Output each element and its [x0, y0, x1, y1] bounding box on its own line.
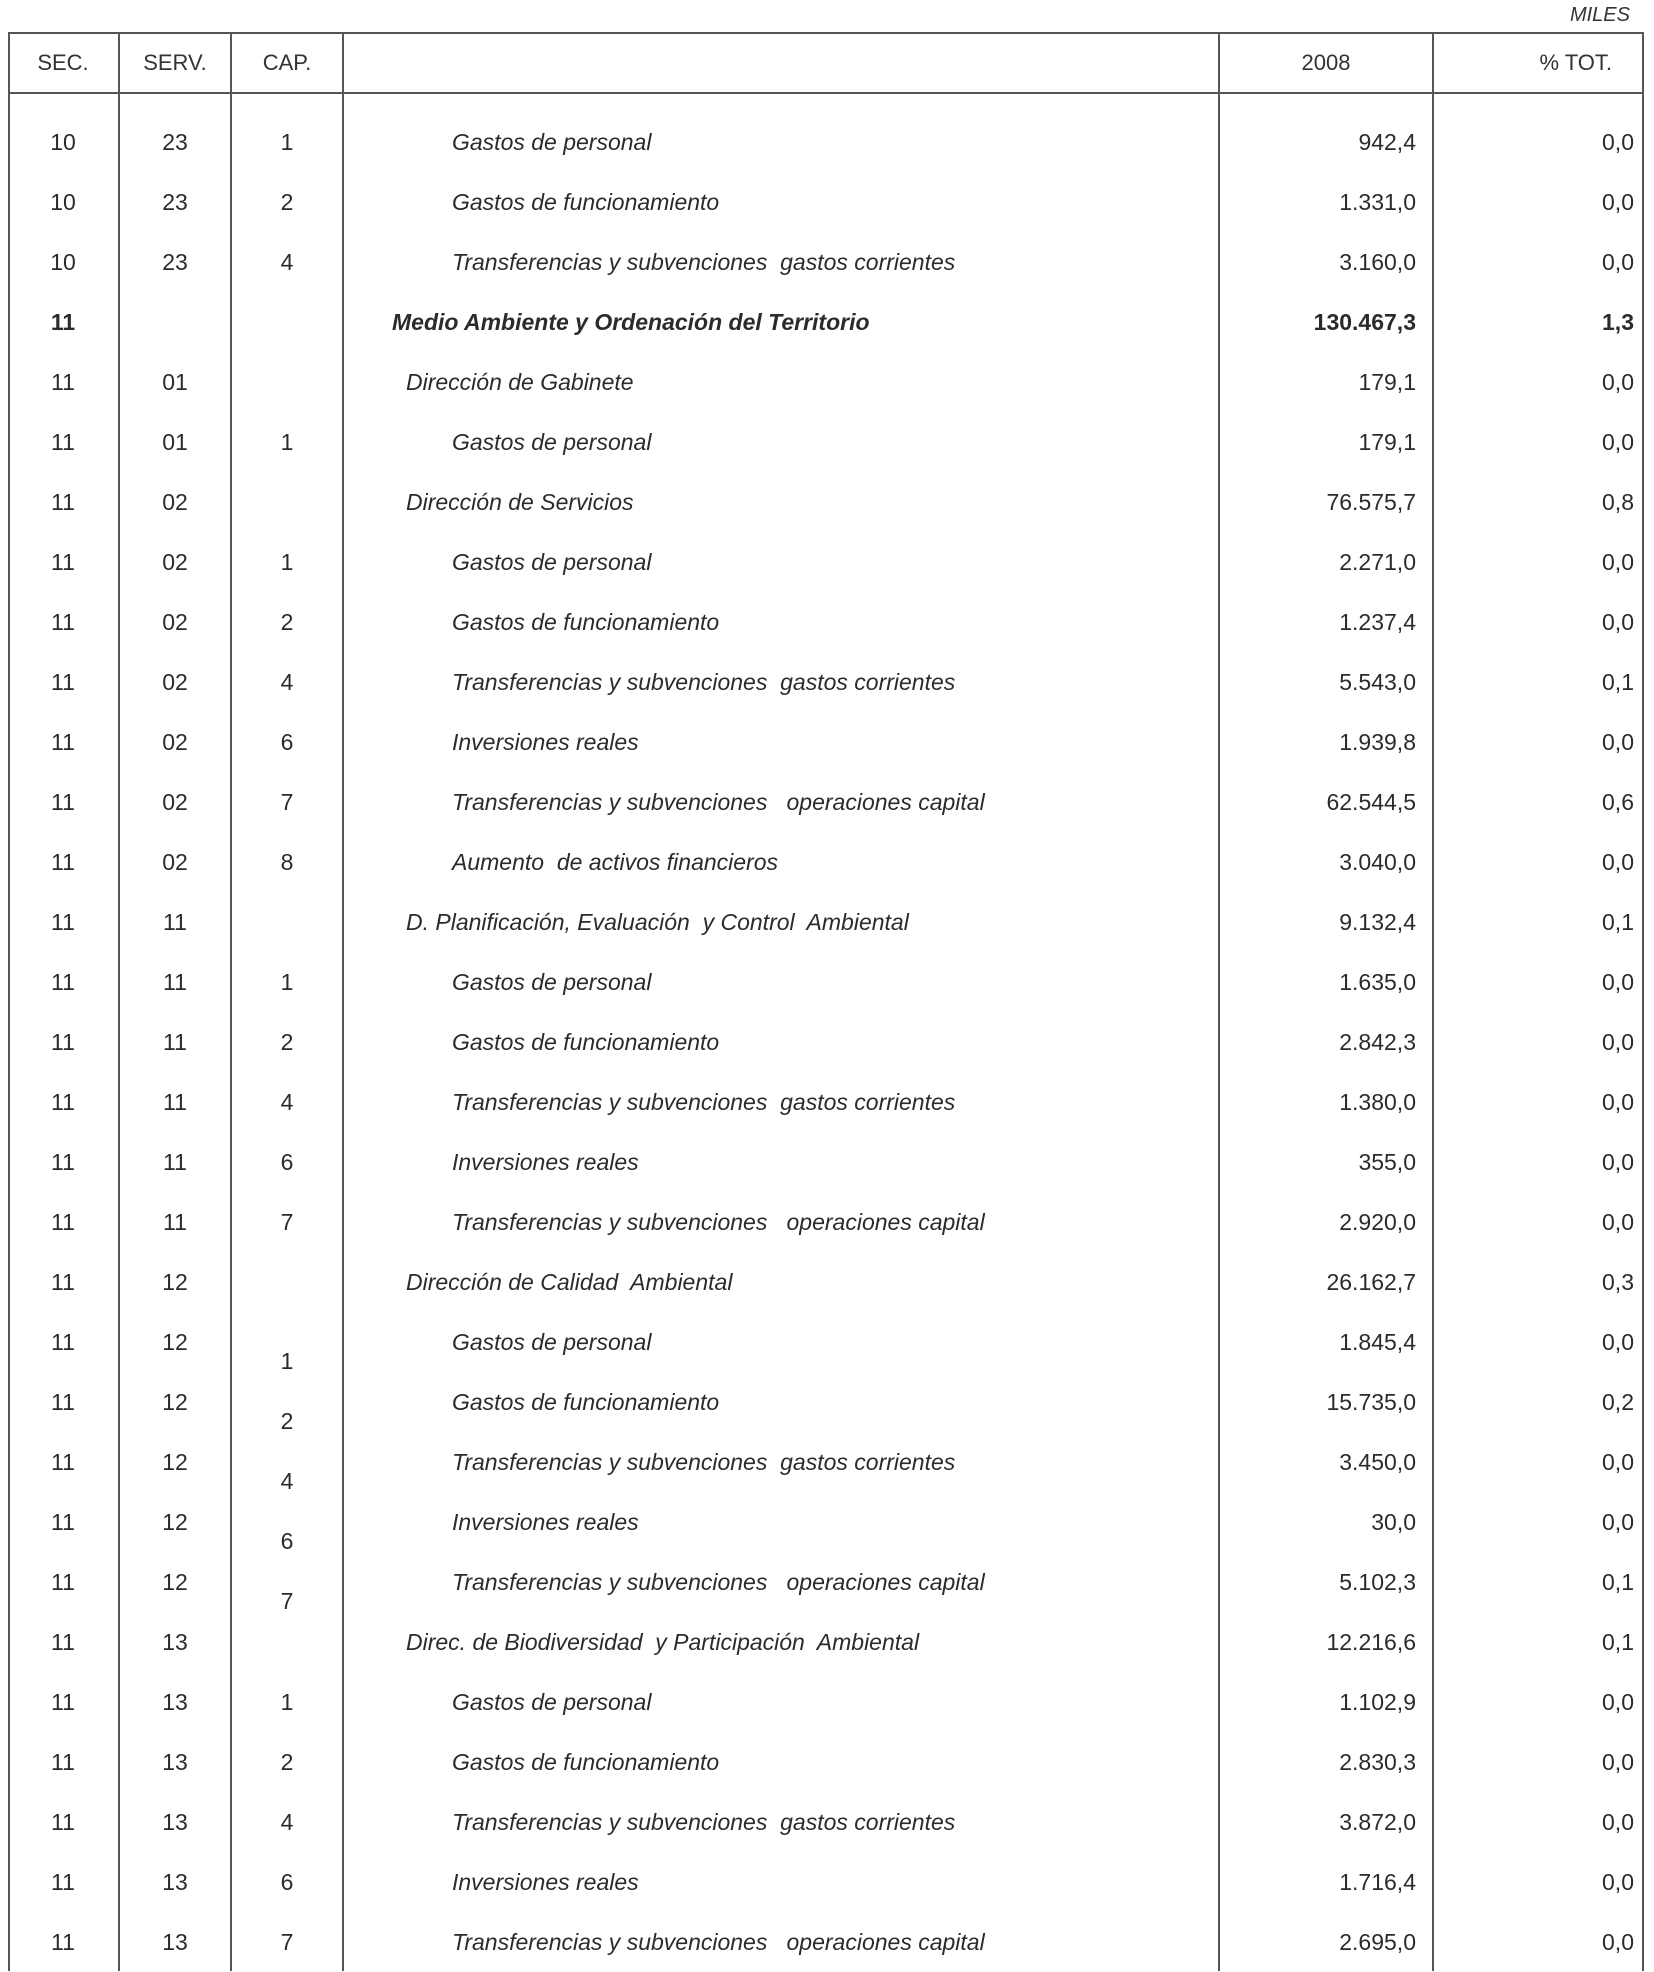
serv-cell: 02 [162, 668, 188, 695]
sec-cell: 11 [51, 1028, 75, 1055]
table-row [8, 1012, 1644, 1072]
description-cell: Inversiones reales [452, 1148, 639, 1175]
header-description [344, 32, 1218, 94]
serv-cell: 12 [162, 1388, 188, 1415]
serv-cell: 12 [162, 1508, 188, 1535]
description-cell: Transferencias y subvenciones operaciones capital [452, 1208, 985, 1235]
amount-cell: 1.380,0 [1339, 1088, 1416, 1115]
sec-cell: 11 [51, 1808, 75, 1835]
table-row [8, 952, 1644, 1012]
cap-cell [232, 1612, 342, 1672]
percent-cell: 0,2 [1602, 1388, 1634, 1415]
serv-cell: 11 [163, 1208, 187, 1235]
sec-cell: 11 [51, 848, 75, 875]
serv-cell: 02 [162, 608, 188, 635]
table-row [8, 1252, 1644, 1312]
description-cell: Gastos de funcionamiento [452, 188, 720, 215]
description-cell: Inversiones reales [452, 1868, 639, 1895]
serv-cell: 13 [162, 1688, 188, 1715]
amount-cell: 1.939,8 [1339, 728, 1416, 755]
description-cell: Transferencias y subvenciones operaciones capital [452, 1568, 985, 1595]
percent-cell: 0,1 [1602, 908, 1634, 935]
table-row [8, 592, 1644, 652]
header-cap: CAP. [262, 50, 312, 75]
sec-cell: 11 [51, 1148, 75, 1175]
description-cell: Gastos de funcionamiento [452, 1028, 720, 1055]
header-sec: SEC. [37, 50, 89, 75]
table-row [8, 1072, 1644, 1132]
percent-cell: 0,0 [1602, 1208, 1634, 1235]
description-cell: Direc. de Biodiversidad y Participación Ambiental [406, 1628, 920, 1655]
amount-cell: 2.271,0 [1339, 548, 1416, 575]
percent-cell: 0,1 [1602, 1568, 1634, 1595]
budget-table [8, 32, 1648, 1971]
cap-cell: 7 [280, 1208, 294, 1235]
cap-cell: 6 [280, 1868, 294, 1895]
table-row [8, 232, 1644, 292]
amount-cell: 355,0 [1358, 1148, 1416, 1175]
percent-cell: 0,0 [1602, 728, 1634, 755]
serv-cell: 02 [162, 488, 188, 515]
description-cell: Transferencias y subvenciones operaciones capital [452, 788, 985, 815]
percent-cell: 0,0 [1602, 428, 1634, 455]
amount-cell: 3.872,0 [1339, 1808, 1416, 1835]
percent-cell: 0,0 [1602, 128, 1634, 155]
sec-cell: 11 [51, 908, 75, 935]
cap-cell: 2 [280, 188, 294, 215]
table-row [8, 1792, 1644, 1852]
amount-cell: 1.331,0 [1339, 188, 1416, 215]
amount-cell: 5.102,3 [1339, 1568, 1416, 1595]
cap-cell: 4 [280, 248, 294, 275]
header-serv: SERV. [143, 50, 207, 75]
sec-cell: 11 [51, 368, 75, 395]
serv-cell: 12 [162, 1328, 188, 1355]
description-cell: Transferencias y subvenciones gastos corrientes [452, 1088, 956, 1115]
serv-cell: 23 [162, 128, 188, 155]
serv-cell: 11 [163, 1028, 187, 1055]
serv-cell: 13 [162, 1748, 188, 1775]
sec-cell: 10 [50, 188, 76, 215]
table-row [8, 1612, 1644, 1672]
table-row [8, 172, 1644, 232]
table-row [8, 112, 1644, 172]
serv-cell: 23 [162, 248, 188, 275]
serv-cell: 01 [162, 428, 188, 455]
percent-cell: 0,0 [1602, 1508, 1634, 1535]
description-cell: Gastos de personal [452, 1328, 652, 1355]
cap-cell-offset: 4 [280, 1468, 294, 1494]
table-row [8, 1132, 1644, 1192]
percent-cell: 0,0 [1602, 188, 1634, 215]
cap-cell: 6 [280, 728, 294, 755]
sec-cell: 11 [51, 488, 75, 515]
cap-cell: 4 [280, 1088, 294, 1115]
cap-cell-offset: 7 [280, 1588, 294, 1614]
table-row [8, 472, 1644, 532]
serv-cell: 11 [163, 968, 187, 995]
amount-cell: 1.716,4 [1339, 1868, 1416, 1895]
sec-cell: 11 [51, 1088, 75, 1115]
amount-cell: 942,4 [1358, 128, 1416, 155]
cap-cell: 8 [280, 848, 294, 875]
cap-cell [232, 352, 342, 412]
description-cell: Gastos de funcionamiento [452, 1748, 720, 1775]
percent-cell: 0,6 [1602, 788, 1634, 815]
percent-cell: 0,0 [1602, 1328, 1634, 1355]
amount-cell: 1.102,9 [1339, 1688, 1416, 1715]
cap-cell [232, 472, 342, 532]
serv-cell: 12 [162, 1568, 188, 1595]
serv-cell: 13 [162, 1868, 188, 1895]
sec-cell: 11 [51, 788, 75, 815]
serv-cell: 02 [162, 548, 188, 575]
table-row [8, 772, 1644, 832]
amount-cell: 1.635,0 [1339, 968, 1416, 995]
table-row [8, 832, 1644, 892]
serv-cell: 23 [162, 188, 188, 215]
table-row [8, 1192, 1644, 1252]
sec-cell: 11 [51, 1328, 75, 1355]
cap-cell: 2 [280, 1028, 294, 1055]
serv-cell: 02 [162, 728, 188, 755]
percent-cell: 0,0 [1602, 368, 1634, 395]
sec-cell: 10 [50, 128, 76, 155]
table-row [8, 892, 1644, 952]
description-cell: Transferencias y subvenciones gastos corrientes [452, 1448, 956, 1475]
percent-cell: 0,0 [1602, 248, 1634, 275]
sec-cell: 11 [51, 1208, 75, 1235]
serv-cell: 12 [162, 1448, 188, 1475]
serv-cell: 02 [162, 788, 188, 815]
sec-cell: 11 [51, 1928, 75, 1955]
percent-cell: 0,0 [1602, 1808, 1634, 1835]
table-row [8, 412, 1644, 472]
percent-cell: 0,1 [1602, 668, 1634, 695]
table-row [8, 1852, 1644, 1912]
sec-cell: 11 [51, 548, 75, 575]
description-cell: Transferencias y subvenciones gastos corrientes [452, 1808, 956, 1835]
amount-cell: 5.543,0 [1339, 668, 1416, 695]
sec-cell: 11 [51, 1568, 75, 1595]
sec-cell: 11 [51, 1508, 75, 1535]
amount-cell: 1.237,4 [1339, 608, 1416, 635]
sec-cell: 11 [51, 1748, 75, 1775]
serv-cell [120, 292, 230, 352]
sec-cell: 11 [50, 308, 76, 335]
serv-cell: 11 [163, 1148, 187, 1175]
description-cell: Gastos de personal [452, 1688, 652, 1715]
serv-cell: 02 [162, 848, 188, 875]
unit-label: MILES [1569, 4, 1630, 26]
sec-cell: 11 [51, 1868, 75, 1895]
description-cell: Dirección de Gabinete [406, 368, 634, 395]
cap-cell: 7 [280, 1928, 294, 1955]
serv-cell: 11 [163, 908, 187, 935]
percent-cell: 0,0 [1602, 1148, 1634, 1175]
description-cell: Gastos de personal [452, 548, 652, 575]
percent-cell: 0,0 [1602, 1448, 1634, 1475]
cap-cell: 1 [280, 428, 294, 455]
description-cell: Gastos de funcionamiento [452, 1388, 720, 1415]
table-row [8, 1732, 1644, 1792]
amount-cell: 3.040,0 [1339, 848, 1416, 875]
cap-cell: 1 [280, 128, 294, 155]
sec-cell: 11 [51, 1628, 75, 1655]
sec-cell: 11 [51, 668, 75, 695]
sec-cell: 10 [50, 248, 76, 275]
amount-cell: 3.450,0 [1339, 1448, 1416, 1475]
description-cell: Transferencias y subvenciones gastos corrientes [452, 248, 956, 275]
sec-cell: 11 [51, 1448, 75, 1475]
percent-cell: 0,1 [1602, 1628, 1634, 1655]
description-cell: Transferencias y subvenciones gastos corrientes [452, 668, 956, 695]
percent-cell: 0,0 [1602, 1028, 1634, 1055]
serv-cell: 01 [162, 368, 188, 395]
amount-cell: 179,1 [1358, 428, 1416, 455]
percent-cell: 0,0 [1602, 848, 1634, 875]
cap-cell: 4 [280, 1808, 294, 1835]
sec-cell: 11 [51, 1268, 75, 1295]
percent-cell: 0,8 [1602, 488, 1634, 515]
description-cell: Dirección de Servicios [406, 488, 634, 515]
cap-cell: 1 [280, 968, 294, 995]
amount-cell: 130.467,3 [1313, 308, 1416, 335]
cap-cell [232, 292, 342, 352]
description-cell: Inversiones reales [452, 728, 639, 755]
serv-cell: 13 [162, 1808, 188, 1835]
amount-cell: 3.160,0 [1339, 248, 1416, 275]
table-row [8, 1672, 1644, 1732]
serv-cell: 13 [162, 1628, 188, 1655]
sec-cell: 11 [51, 608, 75, 635]
amount-cell: 12.216,6 [1326, 1628, 1416, 1655]
amount-cell: 1.845,4 [1339, 1328, 1416, 1355]
serv-cell: 12 [162, 1268, 188, 1295]
table-row [8, 292, 1644, 352]
cap-cell: 1 [280, 1688, 294, 1715]
percent-cell: 0,0 [1602, 1748, 1634, 1775]
cap-cell: 2 [280, 1748, 294, 1775]
cap-cell [232, 1252, 342, 1312]
amount-cell: 2.842,3 [1339, 1028, 1416, 1055]
description-cell: Medio Ambiente y Ordenación del Territorio [392, 308, 870, 335]
percent-cell: 0,0 [1602, 1868, 1634, 1895]
description-cell: Transferencias y subvenciones operaciones capital [452, 1928, 985, 1955]
cap-cell: 6 [280, 1148, 294, 1175]
description-cell: Aumento de activos financieros [452, 848, 779, 875]
cap-cell-offset: 2 [280, 1408, 294, 1434]
percent-cell: 0,0 [1602, 608, 1634, 635]
table-row [8, 1912, 1644, 1972]
amount-cell: 76.575,7 [1326, 488, 1416, 515]
amount-cell: 26.162,7 [1326, 1268, 1416, 1295]
table-row [8, 352, 1644, 412]
table-row [8, 712, 1644, 772]
description-cell: Gastos de personal [452, 428, 652, 455]
cap-cell: 7 [280, 788, 294, 815]
percent-cell: 0,3 [1602, 1268, 1634, 1295]
sec-cell: 11 [51, 728, 75, 755]
percent-cell: 0,0 [1602, 1928, 1634, 1955]
cap-cell: 1 [280, 548, 294, 575]
amount-cell: 9.132,4 [1339, 908, 1416, 935]
header-pct: % TOT. [1539, 50, 1612, 75]
cap-cell-offset: 1 [280, 1348, 294, 1374]
amount-cell: 179,1 [1358, 368, 1416, 395]
amount-cell: 2.920,0 [1339, 1208, 1416, 1235]
sec-cell: 11 [51, 1388, 75, 1415]
amount-cell: 2.695,0 [1339, 1928, 1416, 1955]
sec-cell: 11 [51, 968, 75, 995]
cap-cell: 2 [280, 608, 294, 635]
serv-cell: 13 [162, 1928, 188, 1955]
description-cell: Inversiones reales [452, 1508, 639, 1535]
cap-cell: 4 [280, 668, 294, 695]
amount-cell: 2.830,3 [1339, 1748, 1416, 1775]
description-cell: D. Planificación, Evaluación y Control Ambiental [406, 908, 909, 935]
description-cell: Dirección de Calidad Ambiental [406, 1268, 733, 1295]
serv-cell: 11 [163, 1088, 187, 1115]
amount-cell: 15.735,0 [1326, 1388, 1416, 1415]
cap-cell-offset: 6 [280, 1528, 294, 1554]
percent-cell: 0,0 [1602, 1088, 1634, 1115]
amount-cell: 62.544,5 [1326, 788, 1416, 815]
description-cell: Gastos de personal [452, 968, 652, 995]
amount-cell: 30,0 [1371, 1508, 1416, 1535]
table-row [8, 532, 1644, 592]
sec-cell: 11 [51, 428, 75, 455]
cap-cell [232, 892, 342, 952]
header-year: 2008 [1301, 50, 1351, 75]
percent-cell: 0,0 [1602, 1688, 1634, 1715]
percent-cell: 0,0 [1602, 968, 1634, 995]
percent-cell: 0,0 [1602, 548, 1634, 575]
sec-cell: 11 [51, 1688, 75, 1715]
description-cell: Gastos de funcionamiento [452, 608, 720, 635]
percent-cell: 1,3 [1602, 308, 1634, 335]
description-cell: Gastos de personal [452, 128, 652, 155]
table-row [8, 652, 1644, 712]
